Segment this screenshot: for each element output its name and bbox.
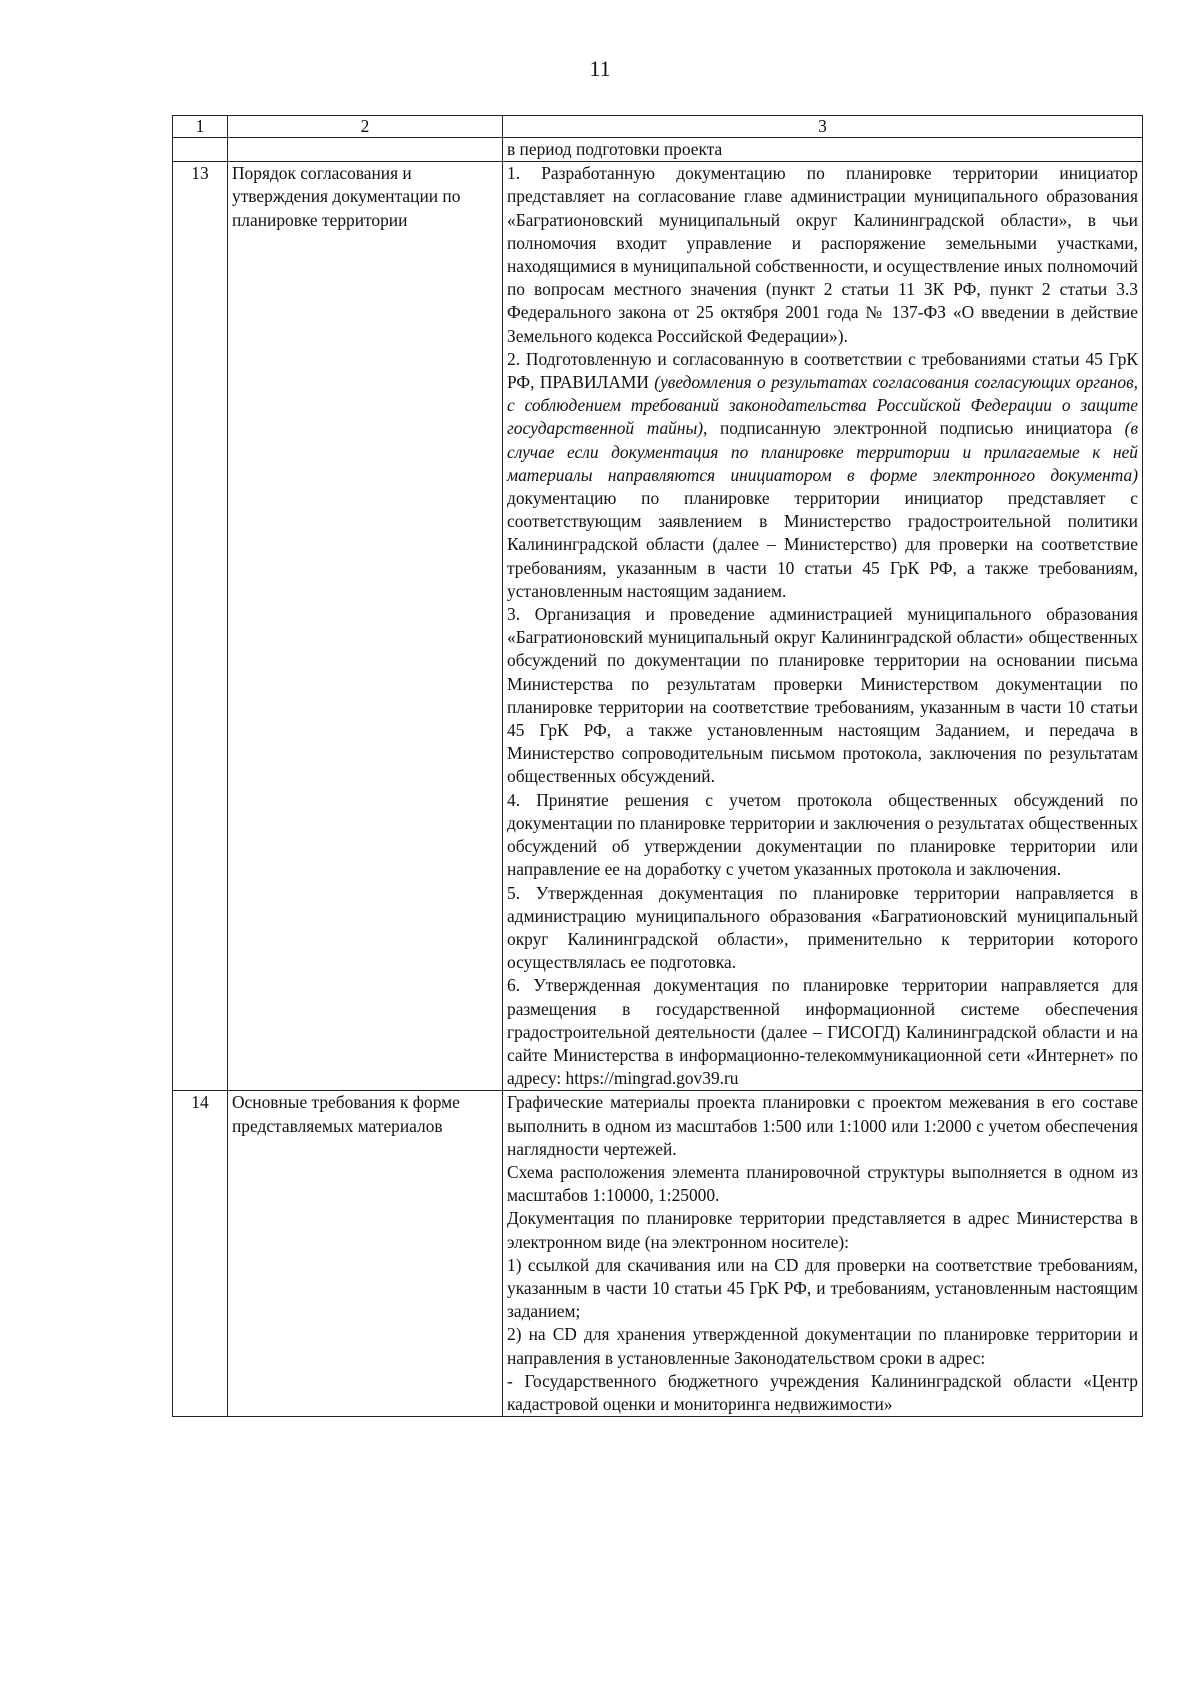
table-cell-text bbox=[503, 1091, 1143, 1417]
column-header: 1 bbox=[173, 116, 228, 138]
table-row-continuation bbox=[173, 138, 1143, 162]
row-number: 14 bbox=[173, 1091, 228, 1417]
table-header-row bbox=[173, 116, 1143, 138]
paragraph: 5. Утвержденная документация по планировке территории направляется в администрацию муниципального образования «Багратионовский муниципальный округ Калининградской области», применительно к территории которого осуществлялась ее подготовка. bbox=[507, 882, 1138, 973]
paragraph-text: документацию по планировке территории инициатор представляет с соответствующим заявлением в Министерство градостроительной политики Калининградской области (далее – Министерство) для проверки на соответствие требованиям, указанным в части 10 статьи 45 ГрК РФ, а также требованиям, установленным настоящим заданием. bbox=[507, 488, 1138, 601]
paragraph: 6. Утвержденная документация по планировке территории направляется для размещения в государственной информационной системе обеспечения градостроительной деятельности (далее – ГИСОГД) Калининградской области и на сайте Министерства в информационно-телекоммуникационной сети «Интернет» по адресу: https://mingrad.gov39.ru bbox=[507, 975, 1138, 1089]
paragraph: Документация по планировке территории представляется в адрес Министерства в электронном виде (на электронном носителе): bbox=[507, 1208, 1138, 1252]
paragraph: 1. Разработанную документацию по планировке территории инициатор представляет на согласование главе администрации муниципального образования «Багратионовский муниципальный округ Калининградской области», в чьи полномочия входит управление и распоряжение земельными участками, находящимися в муниципальной собственности, и осуществление иных полномочий по вопросам местного значения (пункт 2 статьи 11 ЗК РФ, пункт 2 статьи 3.3 Федерального закона от 25 октября 2001 года № 137-ФЗ «О введении в действие Земельного кодекса Российской Федерации»). bbox=[507, 163, 1138, 346]
paragraph-text: подписанную электронной подписью инициатора bbox=[707, 418, 1125, 439]
row-number: 13 bbox=[173, 162, 228, 1091]
page-number: 11 bbox=[589, 56, 611, 81]
paragraph: Графические материалы проекта планировки с проектом межевания в его составе выполнить в одном из масштабов 1:500 или 1:1000 или 1:2000 с учетом обеспечения наглядности чертежей. bbox=[507, 1092, 1138, 1159]
row-title: Основные требования к форме представляемых материалов bbox=[228, 1091, 503, 1417]
table-cell-text bbox=[503, 162, 1143, 1091]
paragraph: 3. Организация и проведение администрацией муниципального образования «Багратионовский муниципальный округ Калининградской области» общественных обсуждений по документации по планировке территории на основании письма Министерства по результатам проверки Министерством документации по планировке территории на соответствие требованиям, указанным в части 10 статьи 45 ГрК РФ, а также установленным настоящим Заданием, и передача в Министерство сопроводительным письмом протокола, заключения по результатам общественных обсуждений. bbox=[507, 604, 1138, 787]
paragraph-italic-text: (в случае если документация по планировке территории и прилагаемые к ней материалы направляются инициатором в форме электронного документа) bbox=[507, 418, 1138, 485]
column-header: 3 bbox=[503, 116, 1143, 138]
column-header: 2 bbox=[228, 116, 503, 138]
paragraph-italic-text: (уведомления о результатах согласования согласующих органов, с соблюдением требований законодательства Российской Федерации о защите государственной тайны), bbox=[507, 372, 1138, 439]
table-cell-text bbox=[503, 138, 1143, 162]
paragraph: 2) на CD для хранения утвержденной документации по планировке территории и направления в установленные Законодательством сроки в адрес: bbox=[507, 1324, 1138, 1368]
paragraph: - Государственного бюджетного учреждения Калининградской области «Центр кадастровой оценки и мониторинга недвижимости» bbox=[507, 1370, 1138, 1414]
table-cell-empty bbox=[173, 138, 228, 162]
row-title: Порядок согласования и утверждения документации по планировке территории bbox=[228, 162, 503, 1091]
paragraph bbox=[507, 348, 1138, 603]
paragraph-text: 2. Подготовленную и согласованную в соответствии с требованиями статьи 45 ГрК РФ, ПРАВИЛАМИ bbox=[507, 348, 1138, 393]
table-row bbox=[173, 162, 1143, 1091]
paragraph: Схема расположения элемента планировочной структуры выполняется в одном из масштабов 1:10000, 1:25000. bbox=[507, 1161, 1138, 1206]
table-cell-empty bbox=[228, 138, 503, 162]
paragraph: 1) ссылкой для скачивания или на CD для проверки на соответствие требованиям, указанным в части 10 статьи 45 ГрК РФ, и требованиям, установленным настоящим заданием; bbox=[507, 1254, 1138, 1322]
table-row bbox=[173, 1091, 1143, 1417]
continuation-text: в период подготовки проекта bbox=[507, 139, 723, 159]
requirements-table bbox=[172, 115, 1143, 1417]
paragraph: 4. Принятие решения с учетом протокола общественных обсуждений по документации по планировке территории и заключения о результатах общественных обсуждений об утверждении документации по планировке территории или направление ее на доработку с учетом указанных протокола и заключения. bbox=[507, 789, 1138, 880]
